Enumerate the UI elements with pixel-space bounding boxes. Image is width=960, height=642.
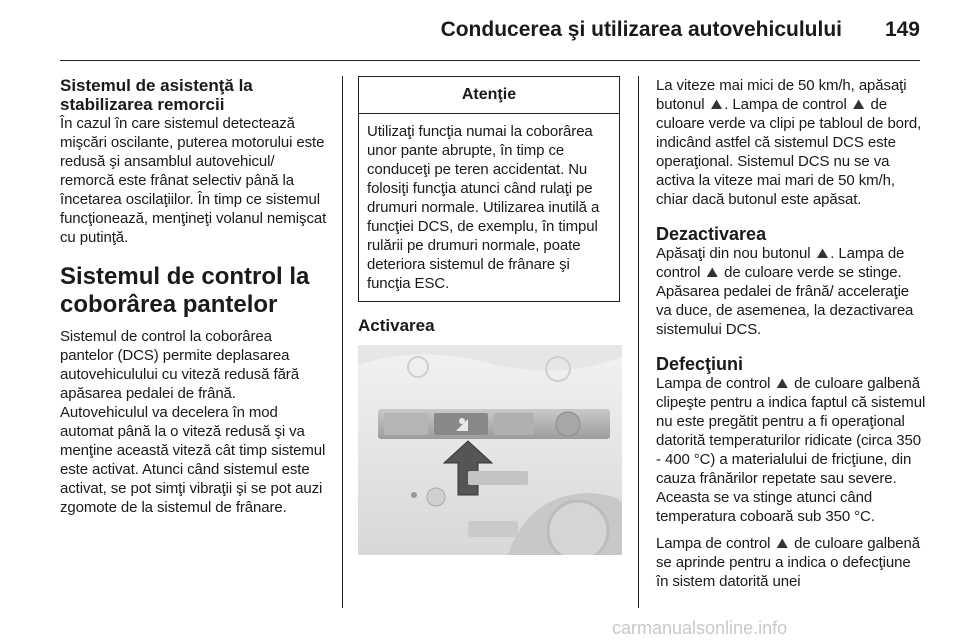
activation-body: La viteze mai mici de 50 km/h, apăsaţi butonul ⛰ . Lampa de control ⛰ de culoare verde va clipi pe tabloul de bord, indicând astfel că sistemul DCS este operaţional. Sistemul DCS nu se va activa la viteze mai mari de 50 km/h, chiar dacă butonul este apăsat. — [656, 77, 922, 208]
section-title-trailer-stability: Sistemul de asistenţă la stabilizarea remorcii — [60, 76, 253, 114]
column-middle — [358, 76, 622, 560]
hill-descent-icon: ⛰ — [776, 375, 789, 391]
fault-body-1: Lampa de control ⛰ de culoare galbenă clipeşte pentru a indica faptul că sistemul nu este pregătit pentru a fi operaţional datorită temperaturilor ridicate (circa 350 - 400 °C) a materialului de fricţiune, din cauza frânărilor repetate sau severe. Aceasta se va stinge atunci când temperatura coboară sub 350 °C. — [656, 375, 926, 525]
column-left — [60, 76, 328, 517]
warning-title: Atenţie — [359, 77, 619, 114]
section-title-descent-control: Sistemul de control la coborârea pantelor — [60, 263, 310, 318]
header-title: Conducerea şi utilizarea autovehiculului — [440, 18, 842, 41]
section-title-activation: Activarea — [358, 316, 435, 335]
page-number: 149 — [884, 18, 920, 41]
header-divider — [60, 60, 920, 61]
descent-control-detail: Autovehiculul va decelera în mod automat până la o viteză redusă şi va menţine această viteză cât timp sistemul este activat. Atunci când sistemul este activat, se pot simţi vibraţii şi se pot auzi zgomote de la sistemul de frânare. — [60, 404, 326, 516]
hill-descent-icon: ⛰ — [776, 535, 789, 551]
column-right — [656, 76, 926, 591]
hill-descent-icon: ⛰ — [706, 264, 719, 280]
column-divider-1 — [342, 76, 343, 608]
section-title-deactivation: Dezactivarea — [656, 224, 767, 244]
deactivation-body: Apăsaţi din nou butonul ⛰ . Lampa de control ⛰ de culoare verde se stinge. — [656, 245, 905, 281]
hill-descent-icon: ⛰ — [710, 96, 723, 112]
watermark: carmanualsonline.info — [612, 618, 788, 638]
column-divider-2 — [638, 76, 639, 608]
hill-descent-icon: ⛰ — [816, 245, 829, 261]
warning-body: Utilizaţi funcţia numai la coborârea unor pante abrupte, în timp ce conduceţi pe teren accidentat. Nu folosiţi funcţia atunci când rulaţi pe drumuri normale. Utilizarea inutilă a funcţiei DCS, de exemplu, în timpul rulării pe drumuri normale, poate deteriora sistemul de frânare şi funcţia ESC. — [367, 123, 600, 292]
warning-box — [358, 76, 620, 302]
fault-body-2: Lampa de control ⛰ de culoare galbenă se aprinde pentru a indica o defecţiune în sistem datorită unei — [656, 535, 920, 590]
section-title-faults: Defecţiuni — [656, 354, 744, 374]
page-header — [0, 0, 960, 62]
hill-descent-icon: ⛰ — [852, 96, 865, 112]
dashboard-button-photo — [358, 345, 622, 555]
trailer-stability-body: În cazul în care sistemul detectează mişcări oscilante, puterea motorului este redusă şi ansamblul autovehicul/ remorcă este frânat selectiv până la încetarea oscilaţiilor. În timp ce sistemul funcţionează, menţineţi volanul nemişcat cu putinţă. — [60, 115, 327, 246]
descent-control-intro: Sistemul de control la coborârea pantelor (DCS) permite deplasarea autovehiculului cu viteză redusă fără apăsarea pedalei de frână. — [60, 328, 299, 402]
deactivation-pedal-note: Apăsarea pedalei de frână/ acceleraţie va duce, de asemenea, la dezactivarea sistemului DCS. — [656, 283, 914, 338]
